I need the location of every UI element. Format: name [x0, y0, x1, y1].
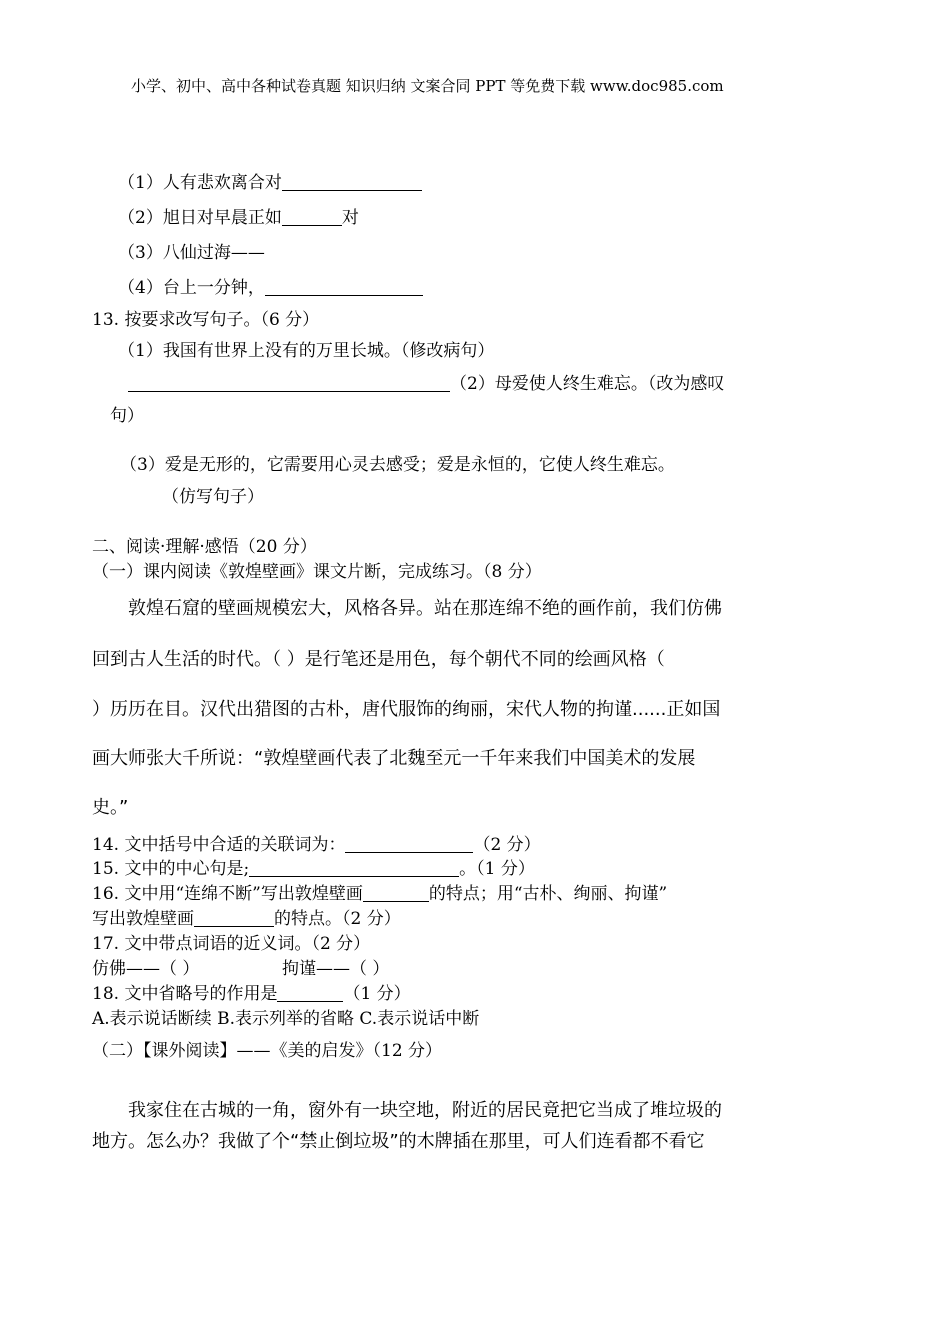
q15 [92, 858, 535, 880]
q16-blank-1[interactable] [363, 883, 429, 902]
q12-item-3 [118, 242, 265, 264]
q13-item-1-answer-blank[interactable] [128, 373, 450, 392]
section2-part1-title: （一）课内阅读《敦煌壁画》课文片断，完成练习。（8 分） [92, 562, 542, 582]
q13-item-1: （1）我国有世界上没有的万里长城。（修改病句） [118, 341, 495, 361]
q16-text-1: 16. 文中用“连绵不断”写出敦煌壁画 [92, 884, 363, 904]
q18-options: A.表示说话断续 B.表示列举的省略 C.表示说话中断 [92, 1009, 480, 1029]
q16-blank-2[interactable] [194, 908, 274, 927]
q15-score: 。（1 分） [459, 859, 535, 879]
page-header: 小学、初中、高中各种试卷真题 知识归纳 文案合同 PPT 等免费下载 www.doc985.com [131, 77, 724, 95]
q12-item-1-blank[interactable] [282, 172, 422, 191]
q14 [92, 834, 541, 856]
q12-item-2-suffix: 对 [341, 208, 359, 228]
q16 [92, 883, 667, 905]
q12-item-2-blank[interactable] [282, 207, 342, 226]
passage1-line-2: 回到古人生活的时代。（ ）是行笔还是用色，每个朝代不同的绘画风格（ [92, 649, 665, 670]
q12-item-4 [118, 277, 423, 299]
passage1-line-1: 敦煌石窟的壁画规模宏大，风格各异。站在那连绵不绝的画作前，我们仿佛 [128, 598, 722, 619]
q13-item-2-cont: 句） [110, 406, 144, 426]
q14-score: （2 分） [473, 835, 541, 855]
q16-cont [92, 908, 401, 930]
part2-title: （二）【课外阅读】——《美的启发》（12 分） [92, 1041, 443, 1061]
passage2-line-2: 地方。怎么办？我做了个“禁止倒垃圾”的木牌插在那里，可人们连看都不看它 [92, 1131, 705, 1152]
q12-item-2-text: （2）旭日对早晨正如 [118, 208, 282, 228]
q17-answer-1: 仿佛——（ ） [92, 959, 200, 979]
q16-text-4: 的特点。（2 分） [274, 909, 401, 929]
q13-item-2 [128, 373, 724, 395]
q13-item-2-text: （2）母爱使人终生难忘。（改为感叹 [450, 374, 725, 394]
q18 [92, 983, 411, 1005]
q17-title: 17. 文中带点词语的近义词。（2 分） [92, 934, 371, 954]
q12-item-1 [118, 172, 422, 194]
q12-item-1-text: （1）人有悲欢离合对 [118, 173, 282, 193]
q12-item-4-text: （4）台上一分钟， [118, 278, 265, 298]
q16-text-3: 写出敦煌壁画 [92, 909, 194, 929]
q14-blank[interactable] [345, 834, 473, 853]
passage2-line-1: 我家住在古城的一角，窗外有一块空地，附近的居民竟把它当成了堆垃圾的 [128, 1100, 722, 1121]
section2-title: 二、阅读·理解·感悟（20 分） [92, 537, 317, 557]
passage1-line-4: 画大师张大千所说：“敦煌壁画代表了北魏至元一千年来我们中国美术的发展 [92, 748, 696, 769]
q14-text: 14. 文中括号中合适的关联词为： [92, 835, 346, 855]
q15-blank[interactable] [249, 858, 459, 877]
q12-item-2 [118, 207, 359, 229]
q13-item-3-note: （仿写句子） [162, 487, 264, 507]
q15-text: 15. 文中的中心句是; [92, 859, 250, 879]
q18-text: 18. 文中省略号的作用是 [92, 984, 278, 1004]
q18-blank[interactable] [277, 983, 343, 1002]
passage1-line-5: 史。” [92, 797, 129, 818]
q13-item-3: （3）爱是无形的，它需要用心灵去感受；爱是永恒的，它使人终生难忘。 [120, 455, 675, 475]
q12-item-4-blank[interactable] [265, 277, 423, 296]
q12-item-3-text: （3）八仙过海—— [118, 243, 265, 263]
passage1-line-3: ）历历在目。汉代出猎图的古朴，唐代服饰的绚丽，宋代人物的拘谨......正如国 [92, 699, 721, 720]
q13-title: 13. 按要求改写句子。（6 分） [92, 310, 320, 330]
q17-answer-2: 拘谨——（ ） [282, 959, 390, 979]
q16-text-2: 的特点；用“古朴、绚丽、拘谨” [428, 884, 668, 904]
q18-score: （1 分） [343, 984, 411, 1004]
